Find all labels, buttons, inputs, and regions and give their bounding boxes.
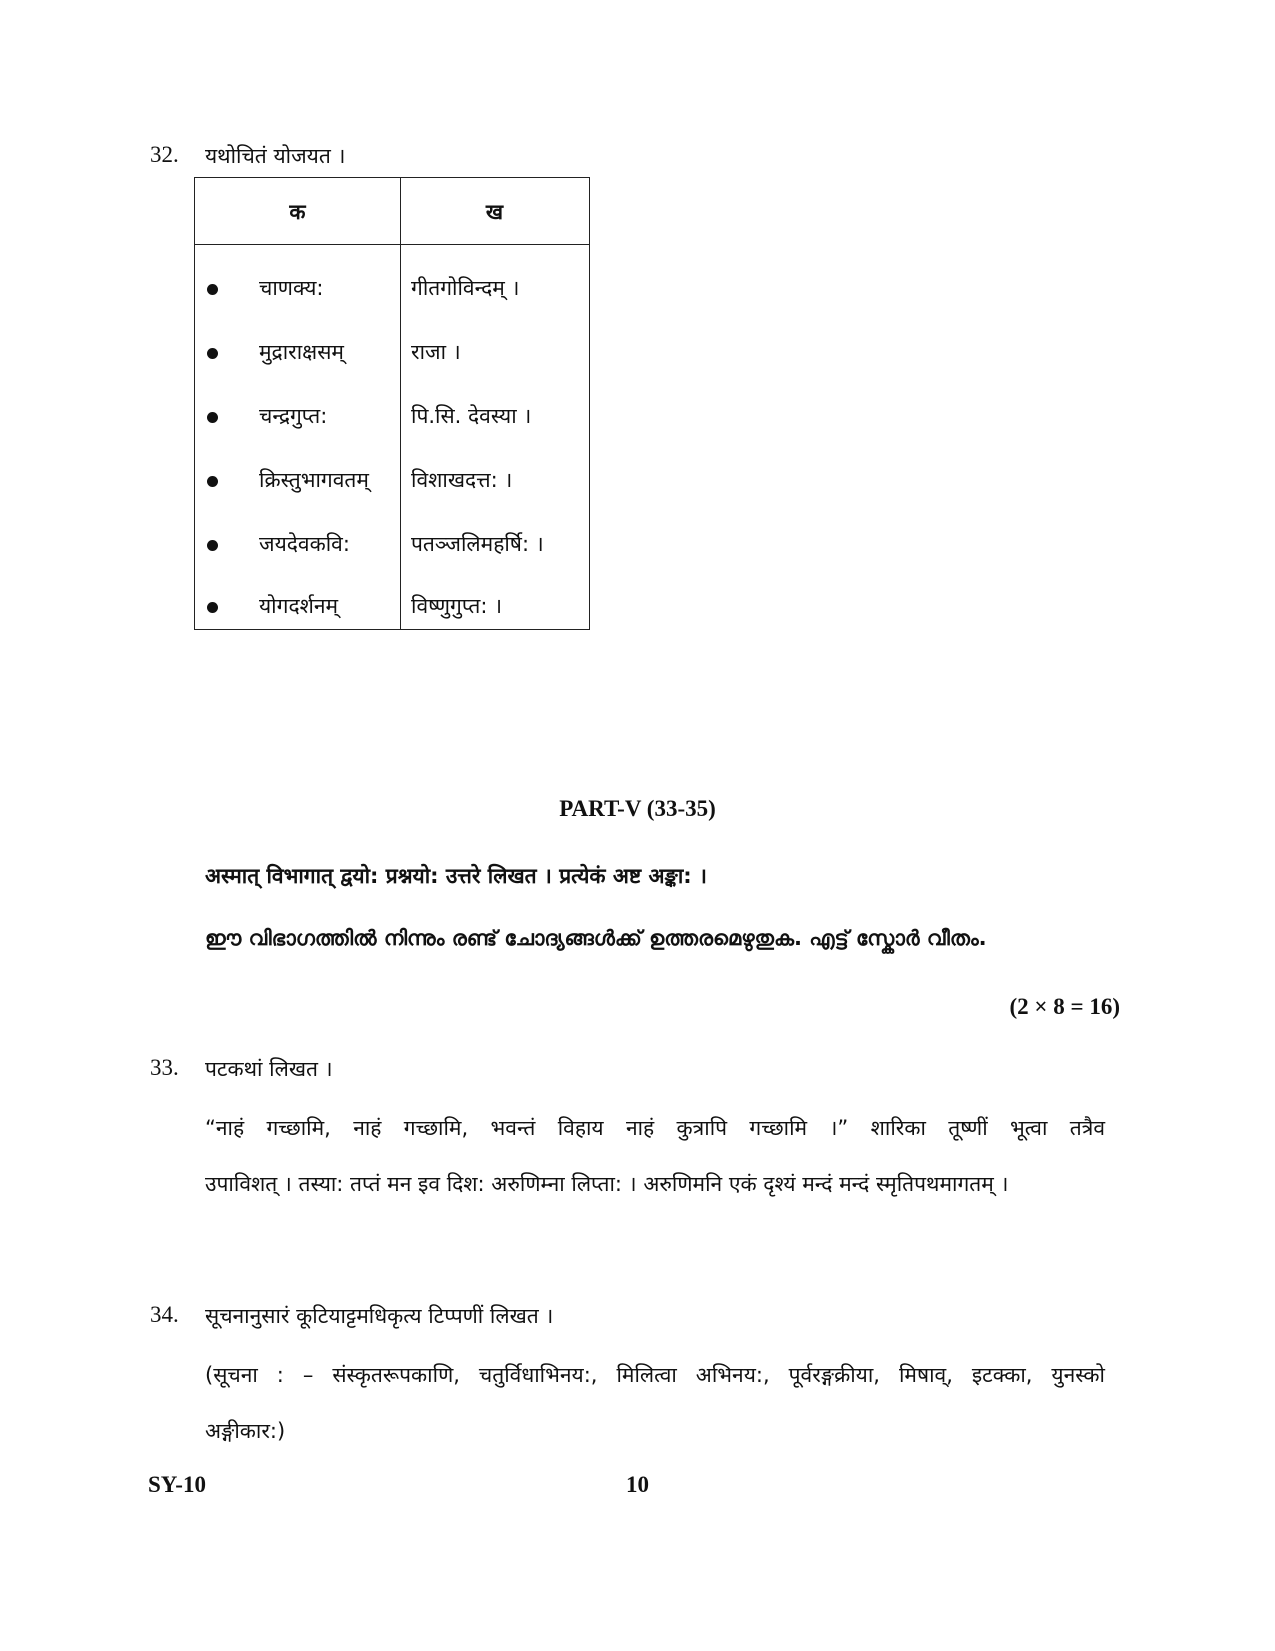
part-heading: PART-V (33-35) [559, 796, 716, 821]
question-34-instruction: सूचनानुसारं कूटियाट्टमधिकृत्य टिप्पणीं लिखत । [205, 1304, 554, 1328]
column-a-cell: मुद्राराक्षसम् [259, 340, 344, 364]
question-33-passage-line-2: उपाविशत् । तस्या: तप्तं मन इव दिश: अरुणिम्ना लिप्ता: । अरुणिमनि एकं दृश्यं मन्दं मन्दं स्मृतिपथमागतम् । [205, 1172, 1009, 1196]
table-row [195, 526, 589, 566]
column-b-cell: पतञ्जलिमहर्षि: । [411, 532, 544, 556]
column-b-cell: पि.सि. देवस्या । [411, 404, 532, 428]
part-instruction-sanskrit: अस्मात् विभागात् द्वयो: प्रश्नयो: उत्तरे लिखत । प्रत्येकं अष्ट अङ्का: । [205, 864, 707, 888]
question-number-32: 32. [150, 142, 179, 167]
match-table [194, 177, 590, 630]
question-34-hint-line-1: (सूचना : – संस्कृतरूपकाणि, चतुर्विधाभिनय:, मिलित्वा अभिनय:, पूर्वरङ्गक्रीया, मिषाव्, इटक्का, युनस्को [205, 1363, 1105, 1387]
bullet-icon [207, 476, 218, 487]
column-b-cell: राजा । [411, 340, 461, 364]
column-b-cell: विशाखदत्त: । [411, 468, 513, 492]
column-a-cell: योगदर्शनम् [259, 594, 339, 618]
table-row [195, 398, 589, 438]
column-a-cell: चन्द्रगुप्त: [259, 404, 328, 428]
question-33-instruction: पटकथां लिखत । [205, 1057, 333, 1081]
table-row [195, 588, 589, 628]
question-33-passage-line-1: “नाहं गच्छामि, नाहं गच्छामि, भवन्तं विहाय नाहं कुत्रापि गच्छामि ।” शारिका तूष्णीं भूत्वा तत्रैव [205, 1116, 1105, 1140]
column-b-cell: गीतगोविन्दम् । [411, 276, 520, 300]
column-a-header: क [289, 200, 306, 224]
bullet-icon [207, 348, 218, 359]
paper-code: SY-10 [148, 1472, 206, 1497]
question-34-hint-line-2: अङ्गीकार:) [205, 1419, 286, 1443]
bullet-icon [207, 602, 218, 613]
question-number-34: 34. [150, 1302, 179, 1327]
column-b-cell: विष्णुगुप्त: । [411, 594, 503, 618]
column-a-cell: चाणक्य: [259, 276, 324, 300]
page-number: 10 [626, 1472, 649, 1497]
column-b-header: ख [485, 200, 504, 224]
table-row [195, 334, 589, 374]
bullet-icon [207, 284, 218, 295]
part-instruction-malayalam: ഈ വിഭാഗത്തിൽ നിന്നും രണ്ട് ചോദ്യങ്ങൾക്ക് ഉത്തരമെഴുതുക. എട്ട് സ്കോർ വീതം. [205, 926, 987, 950]
bullet-icon [207, 540, 218, 551]
marks-scheme: (2 × 8 = 16) [1009, 994, 1120, 1019]
column-a-cell: क्रिस्तुभागवतम् [259, 468, 369, 492]
table-row [195, 462, 589, 502]
question-number-33: 33. [150, 1055, 179, 1080]
column-a-cell: जयदेवकवि: [259, 532, 350, 556]
table-header-rule [195, 244, 589, 245]
table-row [195, 270, 589, 310]
bullet-icon [207, 412, 218, 423]
question-32-instruction: यथोचितं योजयत । [205, 144, 346, 168]
